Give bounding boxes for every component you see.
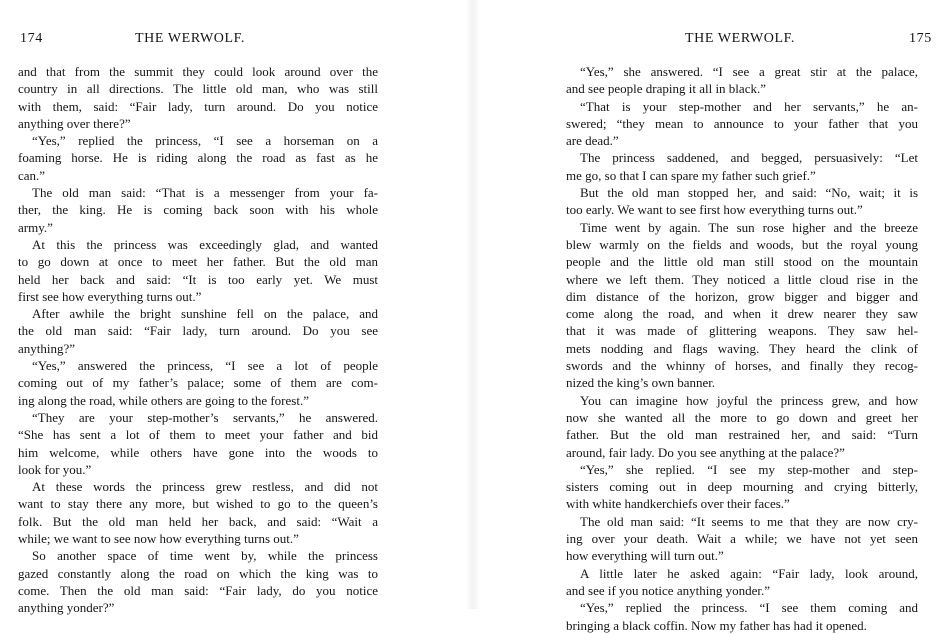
text-line: too early. We want to see first how everything turns out.” xyxy=(566,202,863,218)
page-number: 175 xyxy=(909,31,932,46)
text-line: with white handkerchiefs over their faces.” xyxy=(566,496,790,512)
text-line: The old man said: “That is a messenger from your fa- xyxy=(32,185,378,201)
body-text xyxy=(18,63,378,617)
text-line: foaming horse. He is riding along the road as fast as he xyxy=(18,150,378,166)
text-line: come. Then the old man said: “Fair lady, do you notice xyxy=(18,582,378,598)
text-line: look for you.” xyxy=(18,461,92,477)
text-line: sisters coming out in deep mourning and crying bitterly, xyxy=(566,479,918,495)
text-line: and see people draping it all in black.” xyxy=(566,81,766,97)
text-line: “Yes,” she replied. “I see my step-mother and step- xyxy=(580,461,918,477)
text-line: At these words the princess grew restless, and did not xyxy=(32,479,378,495)
text-line: blew warmly on the fields and woods, but the royal young xyxy=(566,236,918,252)
text-line: and see if you notice anything yonder.” xyxy=(566,582,770,598)
text-line: ing along the road, while others are going to the forest.” xyxy=(18,392,309,408)
text-line: the old man said: “Fair lady, turn around. Do you see xyxy=(18,323,378,339)
text-line: come along the road, and when it drew nearer they saw xyxy=(566,306,918,322)
text-line: folk. But the old man held her back, and said: “Wait a xyxy=(18,513,378,529)
text-line: held her back and said: “It is too early yet. We must xyxy=(18,271,378,287)
text-line: “Yes,” answered the princess, “I see a lot of people xyxy=(32,358,378,374)
text-line: where we left them. They noticed a little cloud rise in the xyxy=(566,271,918,287)
text-line: swered; “they mean to announce to your father that you xyxy=(566,115,918,131)
text-line: A little later he asked again: “Fair lady, look around, xyxy=(580,565,918,581)
text-line: mets nodding and flags waving. They heard the clink of xyxy=(566,340,918,356)
text-line: anything yonder?” xyxy=(18,600,115,616)
text-line: people and the little old man still stood on the mountain xyxy=(566,254,918,270)
text-line: country in all directions. The little old man, who was still xyxy=(18,81,378,97)
text-line: So another space of time went by, while the princess xyxy=(32,548,378,564)
text-line: gazed constantly along the road on which the king was to xyxy=(18,565,378,581)
text-line: him welcome, while others have gone into the woods to xyxy=(18,444,378,460)
text-line: dim distance of the horizon, grow bigger and bigger and xyxy=(566,288,918,304)
running-title: THE WERWOLF. xyxy=(135,31,246,46)
text-line: “That is your step-mother and her servants,” he an- xyxy=(580,98,918,114)
text-line: “She has sent a lot of them to meet your father and bid xyxy=(18,427,378,443)
right-page xyxy=(478,0,947,633)
text-line: me go, so that I can spare my father such grief.” xyxy=(566,167,816,183)
body-text xyxy=(566,63,918,634)
text-line: At this the princess was exceedingly glad, and wanted xyxy=(32,236,378,252)
text-line: After awhile the bright sunshine fell on the palace, and xyxy=(32,306,378,322)
page-number: 174 xyxy=(20,31,43,46)
text-line: swords and the whinny of horses, and finally they recog- xyxy=(566,358,918,374)
text-line: can.” xyxy=(18,167,46,183)
text-line: “Yes,” replied the princess. “I see them coming and xyxy=(580,600,918,616)
text-line: while; we want to see now how everything turns out.” xyxy=(18,531,299,547)
text-line: and that from the summit they could look around over the xyxy=(18,64,378,79)
text-line: The princess saddened, and begged, persuasively: “Let xyxy=(580,150,918,166)
text-line: “They are your step-mother’s servants,” he answered. xyxy=(32,409,378,425)
text-line: ing over your death. Wait a while; we have not yet seen xyxy=(566,531,918,547)
text-line: that it was made of glittering weapons. They saw hel- xyxy=(566,323,918,339)
text-line: ther, the king. He is coming back soon with his whole xyxy=(18,202,378,218)
text-line: anything?” xyxy=(18,340,76,356)
text-line: to go down at once to meet her father. But the old man xyxy=(18,254,378,270)
text-line: army.” xyxy=(18,219,53,235)
text-line: “Yes,” replied the princess, “I see a horseman on a xyxy=(32,133,378,149)
text-line: Time went by again. The sun rose higher and the breeze xyxy=(580,219,918,235)
text-line: want to stay there any more, but wished to go to the queen’s xyxy=(18,496,378,512)
text-line: with them, said: “Fair lady, turn around. Do you notice xyxy=(18,98,378,114)
text-line: father. But the old man restrained her, and said: “Turn xyxy=(566,427,918,443)
left-page xyxy=(0,0,470,616)
text-line: anything over there?” xyxy=(18,115,131,131)
text-line: bringing a black coffin. Now my father has had it opened. xyxy=(566,617,867,633)
text-line: But the old man stopped her, and said: “No, wait; it is xyxy=(580,185,918,201)
text-line: coming out of my father’s palace; some of them are com- xyxy=(18,375,378,391)
text-line: are dead.” xyxy=(566,133,619,149)
text-line: around, fair lady. Do you see anything at the palace?” xyxy=(566,444,845,460)
text-line: The old man said: “It seems to me that they are now cry- xyxy=(580,513,918,529)
text-line: first see how everything turns out.” xyxy=(18,288,202,304)
text-line: how everything will turn out.” xyxy=(566,548,724,564)
text-line: now she wanted all the more to go down and greet her xyxy=(566,409,918,425)
text-line: nized the king’s own banner. xyxy=(566,375,716,391)
running-title: THE WERWOLF. xyxy=(685,31,796,46)
text-line: You can imagine how joyful the princess grew, and how xyxy=(580,392,918,408)
text-line: “Yes,” she answered. “I see a great stir at the palace, xyxy=(580,64,918,79)
